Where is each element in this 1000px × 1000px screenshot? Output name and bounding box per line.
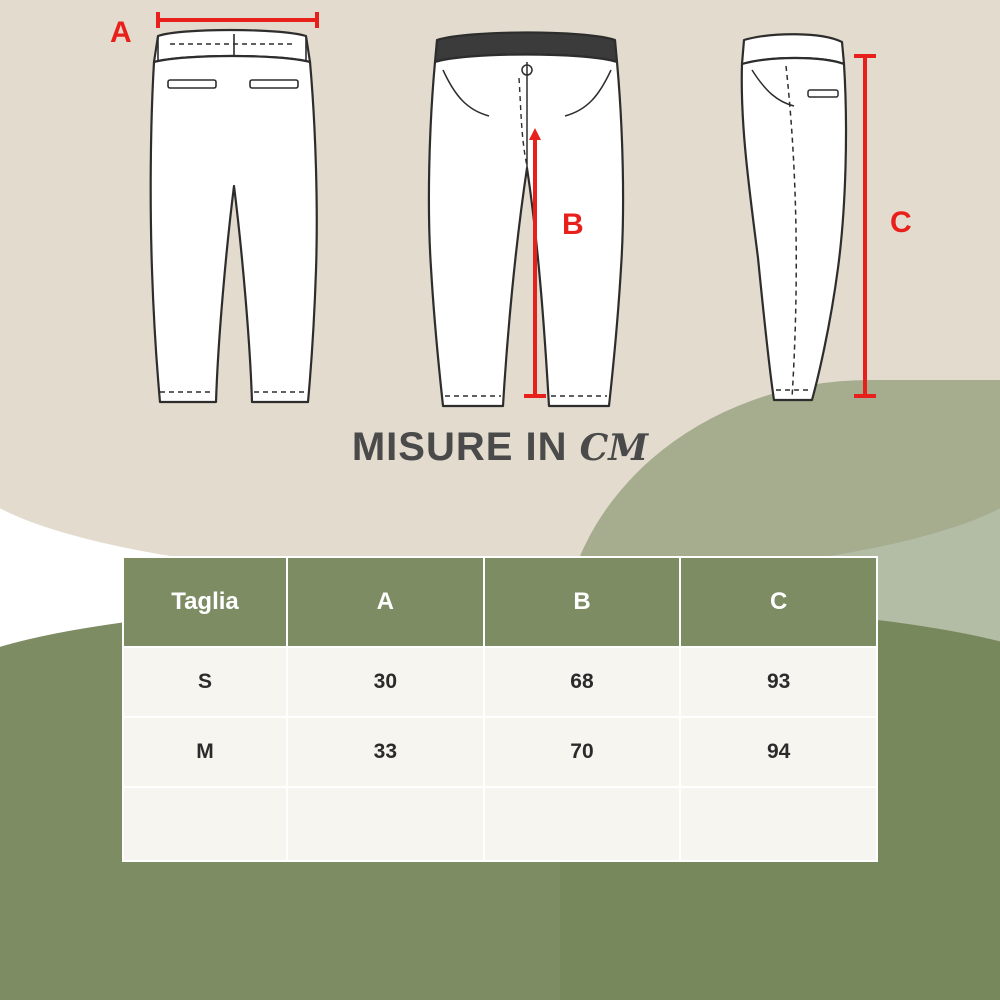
measure-label-c: C xyxy=(890,206,912,239)
measure-label-b: B xyxy=(562,208,584,241)
cell-b: 70 xyxy=(484,717,681,787)
measure-a-bracket xyxy=(150,8,325,32)
title-main: MISURE IN xyxy=(351,425,568,469)
cell-size xyxy=(123,787,287,861)
cell-c: 93 xyxy=(680,647,877,717)
table-header-row xyxy=(123,557,877,647)
cell-size: M xyxy=(123,717,287,787)
page-title xyxy=(0,425,1000,470)
cell-c xyxy=(680,787,877,861)
cell-a: 33 xyxy=(287,717,484,787)
cell-size: S xyxy=(123,647,287,717)
table-header-taglia: Taglia xyxy=(123,557,287,647)
cell-a: 30 xyxy=(287,647,484,717)
cell-c: 94 xyxy=(680,717,877,787)
table-header-b: B xyxy=(484,557,681,647)
cell-b xyxy=(484,787,681,861)
table-row xyxy=(123,647,877,717)
cell-b: 68 xyxy=(484,647,681,717)
title-unit: CM xyxy=(579,427,649,469)
size-table xyxy=(122,556,878,862)
table-header-c: C xyxy=(680,557,877,647)
trouser-illustrations xyxy=(0,0,1000,430)
cell-a xyxy=(287,787,484,861)
table-row xyxy=(123,787,877,861)
back-view-trousers xyxy=(110,10,350,420)
size-table-wrapper xyxy=(122,556,878,862)
table-header-a: A xyxy=(287,557,484,647)
measure-label-a: A xyxy=(110,16,132,49)
side-view-trousers xyxy=(730,18,870,408)
measure-b-line xyxy=(520,128,550,406)
measure-c-line xyxy=(850,48,880,404)
table-row xyxy=(123,717,877,787)
